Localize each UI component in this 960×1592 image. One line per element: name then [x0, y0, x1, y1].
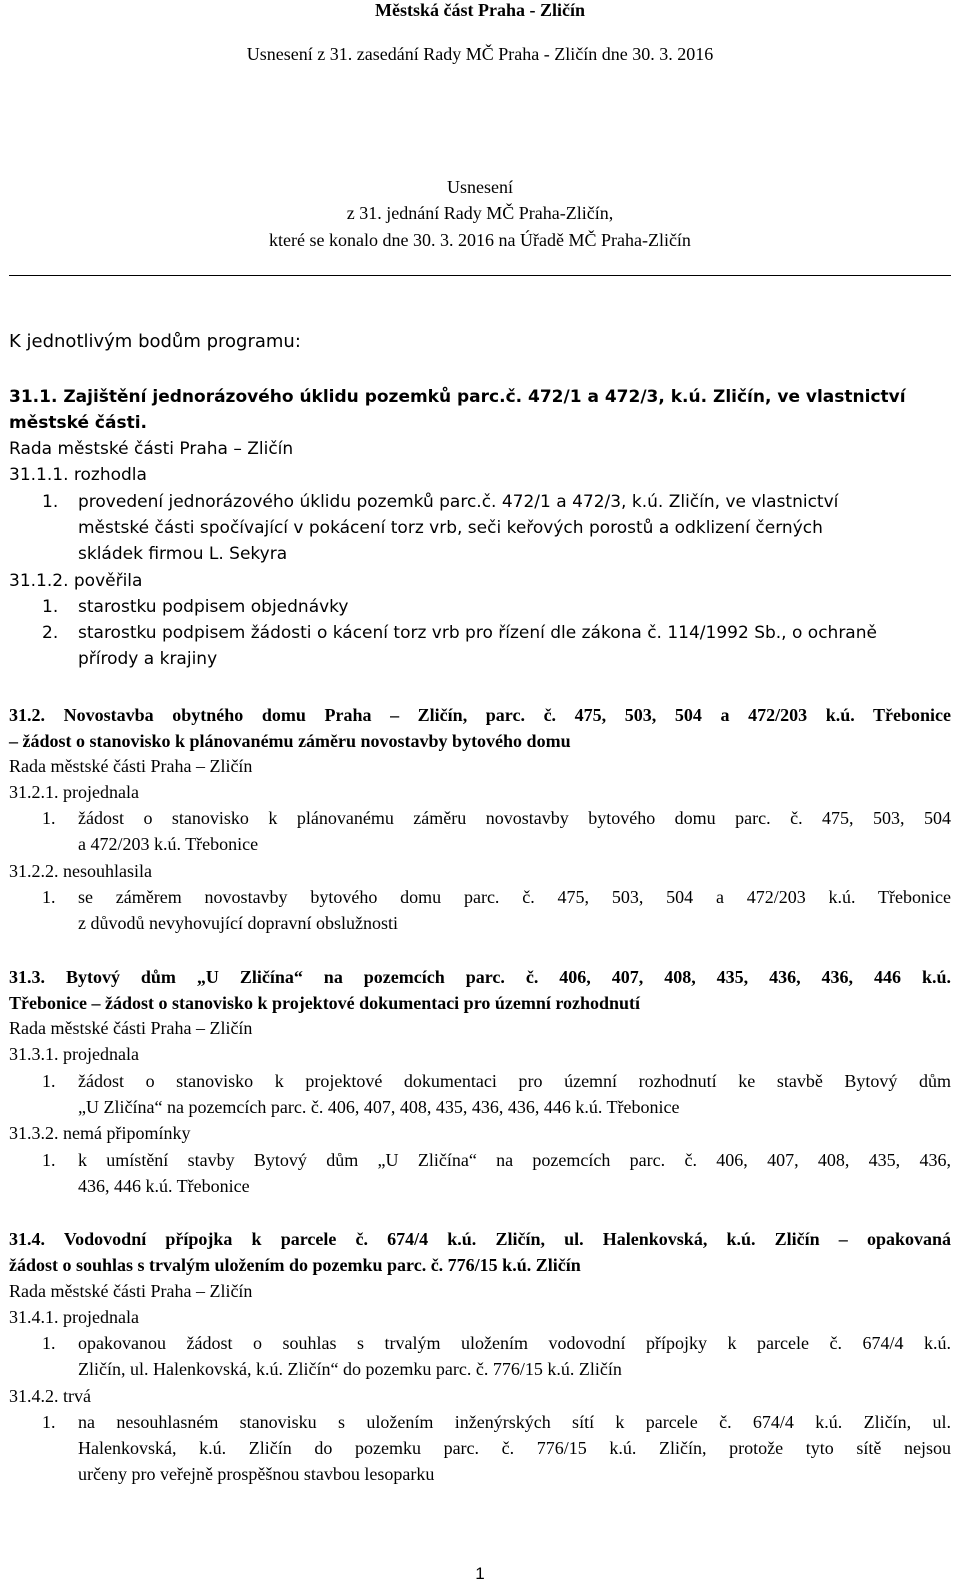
section-31-2-d2-item-line1: se záměrem novostavby bytového domu parc. č. 475, 503, 504 a 472/203 k.ú. Třebonice	[78, 887, 951, 907]
section-31-2-d2-item-line2: z důvodů nevyhovující dopravní obslužnosti	[78, 913, 398, 933]
section-31-1-d2-item2-line1: starostku podpisem žádosti o kácení torz vrb pro řízení dle zákona č. 114/1992 Sb., o ochraně	[78, 623, 877, 643]
section-31-4-d2-item-number: 1.	[42, 1412, 56, 1432]
section-31-3-item-line2: „U Zličína“ na pozemcích parc. č. 406, 407, 408, 435, 436, 436, 446 k.ú. Třebonice	[78, 1097, 680, 1117]
document-header-subtitle: Usnesení z 31. zasedání Rady MČ Praha - Zličín dne 30. 3. 2016	[246, 44, 714, 64]
section-31-4-title-line2: žádost o souhlas s trvalým uložením do pozemku parc. č. 776/15 k.ú. Zličín	[9, 1255, 581, 1275]
section-31-4-decision-1: 31.4.1. projednala	[9, 1307, 139, 1327]
section-31-2-council: Rada městské části Praha – Zličín	[9, 756, 253, 776]
section-31-4-d2-item-line3: určeny pro veřejně prospěšnou stavbou lesoparku	[78, 1464, 435, 1484]
section-31-3-item-line1: žádost o stanovisko k projektové dokumentaci pro územní rozhodnutí ke stavbě Bytový dům	[78, 1071, 951, 1091]
section-31-4-decision-2: 31.4.2. trvá	[9, 1386, 91, 1406]
section-31-4-item-line2: Zličín, ul. Halenkovská, k.ú. Zličín“ do pozemku parc. č. 776/15 k.ú. Zličín	[78, 1359, 622, 1379]
section-31-3-d2-item-line1: k umístění stavby Bytový dům „U Zličína“ na pozemcích parc. č. 406, 407, 408, 435, 436,	[78, 1150, 951, 1170]
section-31-1-title-line2: městské části.	[9, 413, 147, 433]
section-31-4-council: Rada městské části Praha – Zličín	[9, 1281, 253, 1301]
section-31-1-decision-1: 31.1.1. rozhodla	[9, 465, 147, 485]
section-31-4-d2-item-line2: Halenkovská, k.ú. Zličín do pozemku parc. č. 776/15 k.ú. Zličín, protože tyto sítě nejsou	[78, 1438, 951, 1458]
section-31-2-item-line2: a 472/203 k.ú. Třebonice	[78, 834, 259, 854]
section-31-2-title-line2: – žádost o stanovisko k plánovanému záměru novostavby bytového domu	[9, 731, 571, 751]
section-31-4-item-text	[78, 1330, 951, 1382]
section-31-2-item-number: 1.	[42, 808, 56, 828]
section-31-3-d2-item-line2: 436, 446 k.ú. Třebonice	[78, 1176, 250, 1196]
section-31-3-decision-2: 31.3.2. nemá připomínky	[9, 1123, 191, 1143]
section-31-1-title-line1: 31.1. Zajištění jednorázového úklidu pozemků parc.č. 472/1 a 472/3, k.ú. Zličín, ve vlastnictví	[9, 387, 906, 407]
resolution-heading: Usnesení	[447, 177, 513, 197]
section-31-3-title-line1: 31.3. Bytový dům „U Zličína“ na pozemcích parc. č. 406, 407, 408, 435, 436, 436, 446 k.ú.	[9, 967, 951, 987]
divider	[9, 275, 951, 276]
section-31-3-d2-item-text	[78, 1147, 951, 1199]
section-31-1-council: Rada městské části Praha – Zličín	[9, 439, 294, 459]
section-31-1-d2-item2-text	[78, 620, 948, 672]
section-31-3-council: Rada městské části Praha – Zličín	[9, 1018, 253, 1038]
section-31-1-decision-2: 31.1.2. pověřila	[9, 571, 143, 591]
section-31-1-d2-item2-line2: přírody a krajiny	[78, 649, 218, 669]
section-31-3-item-text	[78, 1068, 951, 1120]
resolution-heading-line3: které se konalo dne 30. 3. 2016 na Úřadě MČ Praha-Zličín	[269, 230, 691, 250]
section-31-3-decision-1: 31.3.1. projednala	[9, 1044, 139, 1064]
section-31-2-decision-2: 31.2.2. nesouhlasila	[9, 861, 152, 881]
section-31-1-d2-item1-number: 1.	[42, 597, 59, 617]
document-header-title: Městská část Praha - Zličín	[375, 0, 585, 20]
section-31-2-item-text	[78, 805, 951, 857]
section-31-4-d2-item-text	[78, 1409, 951, 1487]
section-31-3-title-line2: Třebonice – žádost o stanovisko k projektové dokumentaci pro územní rozhodnutí	[9, 993, 641, 1013]
section-31-4-title	[9, 1226, 951, 1278]
section-31-1-item-number: 1.	[42, 492, 59, 512]
section-31-4-item-number: 1.	[42, 1333, 56, 1353]
page-number: 1	[475, 1564, 485, 1583]
resolution-heading-line2: z 31. jednání Rady MČ Praha-Zličín,	[346, 203, 614, 223]
section-31-1-item-line3: skládek firmou L. Sekyra	[78, 544, 288, 564]
section-31-2-title-line1: 31.2. Novostavba obytného domu Praha – Zličín, parc. č. 475, 503, 504 a 472/203 k.ú. Třebonice	[9, 705, 951, 725]
section-31-1-item-line1: provedení jednorázového úklidu pozemků parc.č. 472/1 a 472/3, k.ú. Zličín, ve vlastnictví	[78, 492, 839, 512]
section-31-4-title-line1: 31.4. Vodovodní přípojka k parcele č. 674/4 k.ú. Zličín, ul. Halenkovská, k.ú. Zličín – opakovaná	[9, 1229, 951, 1249]
section-31-1-title	[9, 384, 951, 436]
section-31-1-d2-item2-number: 2.	[42, 623, 59, 643]
section-31-2-d2-item-number: 1.	[42, 887, 56, 907]
section-31-1-item-line2: městské části spočívající v pokácení torz vrb, seči keřových porostů a odklizení černých	[78, 518, 823, 538]
section-31-2-item-line1: žádost o stanovisko k plánovanému záměru novostavby bytového domu parc. č. 475, 503, 504	[78, 808, 951, 828]
section-31-4-item-line1: opakovanou žádost o souhlas s trvalým uložením vodovodní přípojky k parcele č. 674/4 k.ú.	[78, 1333, 951, 1353]
section-31-3-d2-item-number: 1.	[42, 1150, 56, 1170]
section-31-2-d2-item-text	[78, 884, 951, 936]
section-31-4-d2-item-line1: na nesouhlasném stanovisku s uložením inženýrských sítí k parcele č. 674/4 k.ú. Zličín, ul.	[78, 1412, 951, 1432]
program-label: K jednotlivým bodům programu:	[9, 331, 301, 352]
section-31-2-decision-1: 31.2.1. projednala	[9, 782, 139, 802]
section-31-3-title	[9, 964, 951, 1016]
section-31-3-item-number: 1.	[42, 1071, 56, 1091]
section-31-1-d2-item1-text: starostku podpisem objednávky	[78, 597, 349, 617]
section-31-1-item-text	[78, 489, 928, 567]
section-31-2-title	[9, 702, 951, 754]
